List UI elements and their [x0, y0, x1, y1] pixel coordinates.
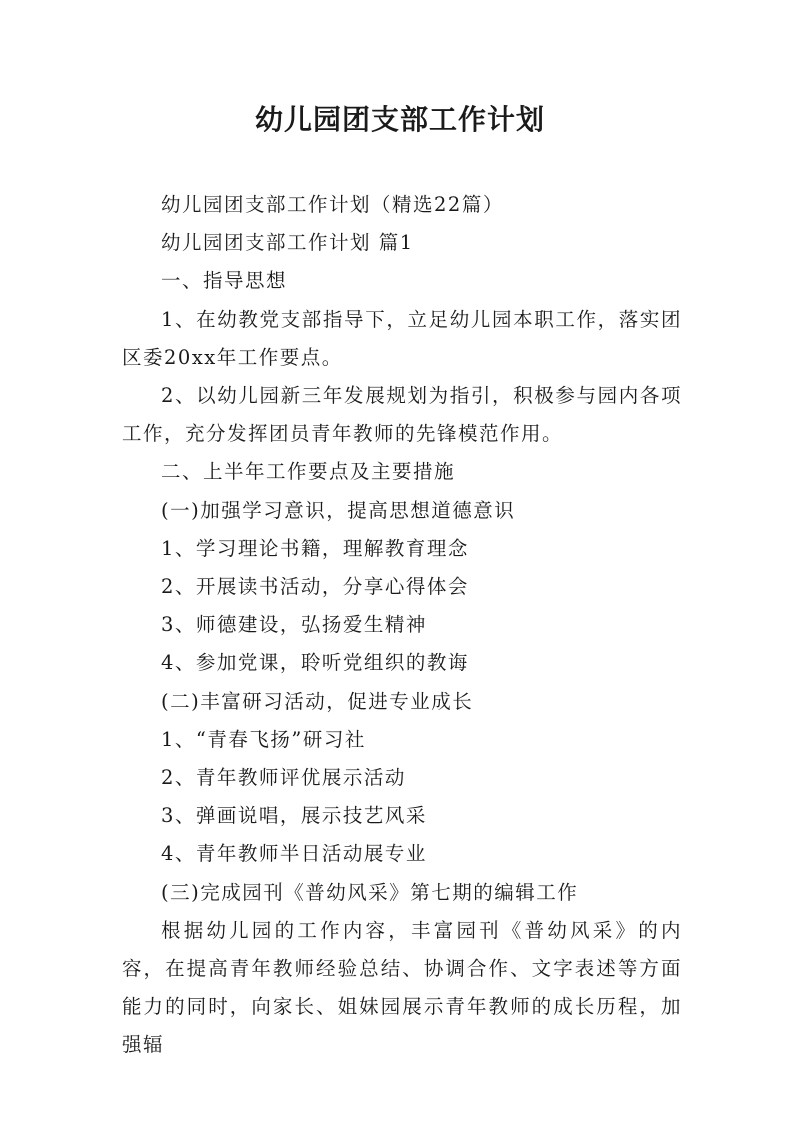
- list-item: 2、开展读书活动，分享心得体会: [161, 575, 469, 599]
- subsection-heading-1: (一)加强学习意识，提高思想道德意识: [161, 498, 516, 522]
- paragraph-subtitle: 幼儿园团支部工作计划（精选22篇）: [161, 193, 504, 216]
- section-heading-guiding-thought: 一、指导思想: [161, 269, 288, 293]
- list-item: 1、“青春飞扬”研习社: [161, 727, 366, 751]
- paragraph-article-heading: 幼儿园团支部工作计划 篇1: [161, 231, 414, 255]
- document-body: [122, 186, 682, 1065]
- paragraph-item-1: 1、在幼教党支部指导下，立足幼儿园本职工作，落实团区委20xx年工作要点。: [122, 307, 682, 369]
- list-item: 2、青年教师评优展示活动: [161, 766, 406, 790]
- list-item: 3、弹画说唱，展示技艺风采: [161, 804, 427, 828]
- subsection-heading-3: (三)完成园刊《普幼风采》第七期的编辑工作: [161, 880, 579, 904]
- paragraph-body: 根据幼儿园的工作内容，丰富园刊《普幼风采》的内容，在提高青年教师经验总结、协调合作、文字表述等方面能力的同时，向家长、姐妹园展示青年教师的成长历程，加强辐: [122, 918, 682, 1057]
- subsection-heading-2: (二)丰富研习活动，促进专业成长: [161, 689, 474, 713]
- list-item: 4、青年教师半日活动展专业: [161, 842, 427, 866]
- paragraph-item-2: 2、以幼儿园新三年发展规划为指引，积极参与园内各项工作，充分发挥团员青年教师的先锋模范作用。: [122, 384, 682, 446]
- list-item: 1、学习理论书籍，理解教育理念: [161, 536, 469, 560]
- list-item: 4、参加党课，聆听党组织的教诲: [161, 651, 469, 675]
- section-heading-first-half: 二、上半年工作要点及主要措施: [161, 460, 456, 484]
- list-item: 3、师德建设，弘扬爱生精神: [161, 613, 427, 637]
- document-title: 幼儿园团支部工作计划: [254, 103, 545, 136]
